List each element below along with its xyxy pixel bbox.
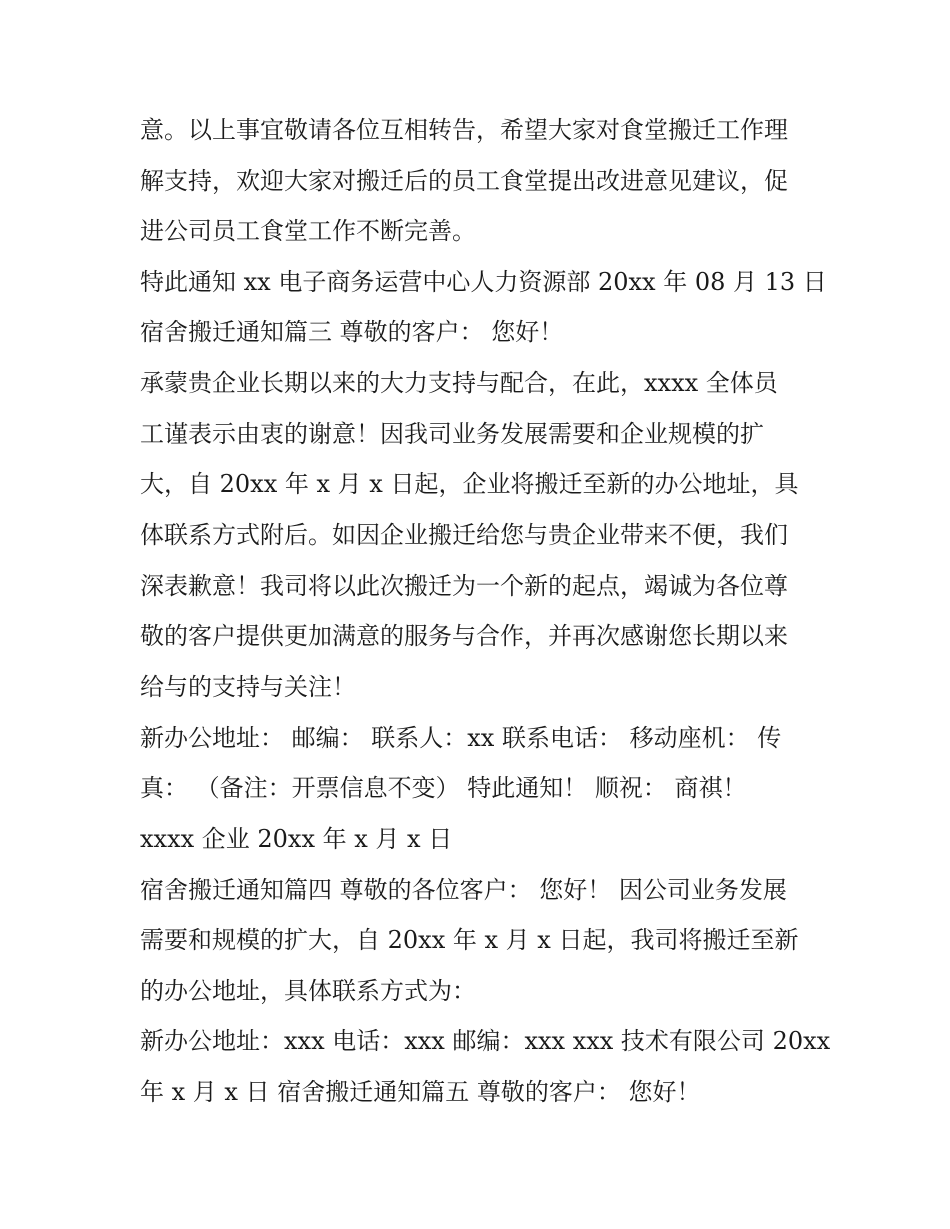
text-line: 特此通知 xx 电子商务运营中心人力资源部 20xx 年 08 月 13 日 (140, 268, 827, 296)
text-line: 意。以上事宜敬请各位互相转告，希望大家对食堂搬迁工作理 (140, 116, 788, 144)
text-line: 体联系方式附后。如因企业搬迁给您与贵企业带来不便，我们 (140, 521, 788, 549)
text-line: 进公司员工食堂工作不断完善。 (140, 217, 476, 245)
text-line: 工谨表示由衷的谢意！因我司业务发展需要和企业规模的扩 (140, 420, 764, 448)
text-line: 给与的支持与关注！ (140, 673, 356, 701)
text-line: xxxx 企业 20xx 年 x 月 x 日 (140, 825, 453, 853)
text-line: 的办公地址，具体联系方式为： (140, 977, 476, 1005)
text-line: 深表歉意！我司将以此次搬迁为一个新的起点，竭诚为各位尊 (140, 572, 788, 600)
text-line: 承蒙贵企业长期以来的大力支持与配合，在此，xxxx 全体员 (140, 369, 778, 397)
text-line: 新办公地址：xxx 电话：xxx 邮编：xxx xxx 技术有限公司 20xx (140, 1027, 831, 1055)
text-line: 需要和规模的扩大，自 20xx 年 x 月 x 日起，我司将搬迁至新 (140, 926, 799, 954)
section-heading-line: 宿舍搬迁通知篇三 尊敬的客户： 您好！ (140, 318, 564, 346)
text-line: 真： （备注：开票信息不变） 特此通知！ 顺祝： 商祺！ (140, 774, 747, 802)
text-line: 解支持，欢迎大家对搬迁后的员工食堂提出改进意见建议，促 (140, 167, 788, 195)
section-heading-line: 年 x 月 x 日 宿舍搬迁通知篇五 尊敬的客户： 您好！ (140, 1078, 701, 1106)
section-heading-line: 宿舍搬迁通知篇四 尊敬的各位客户： 您好！ 因公司业务发展 (140, 876, 787, 904)
text-line: 新办公地址： 邮编： 联系人：xx 联系电话： 移动座机： 传 (140, 724, 782, 752)
text-line: 敬的客户提供更加满意的服务与合作，并再次感谢您长期以来 (140, 622, 788, 650)
text-line: 大，自 20xx 年 x 月 x 日起，企业将搬迁至新的办公地址，具 (140, 470, 799, 498)
